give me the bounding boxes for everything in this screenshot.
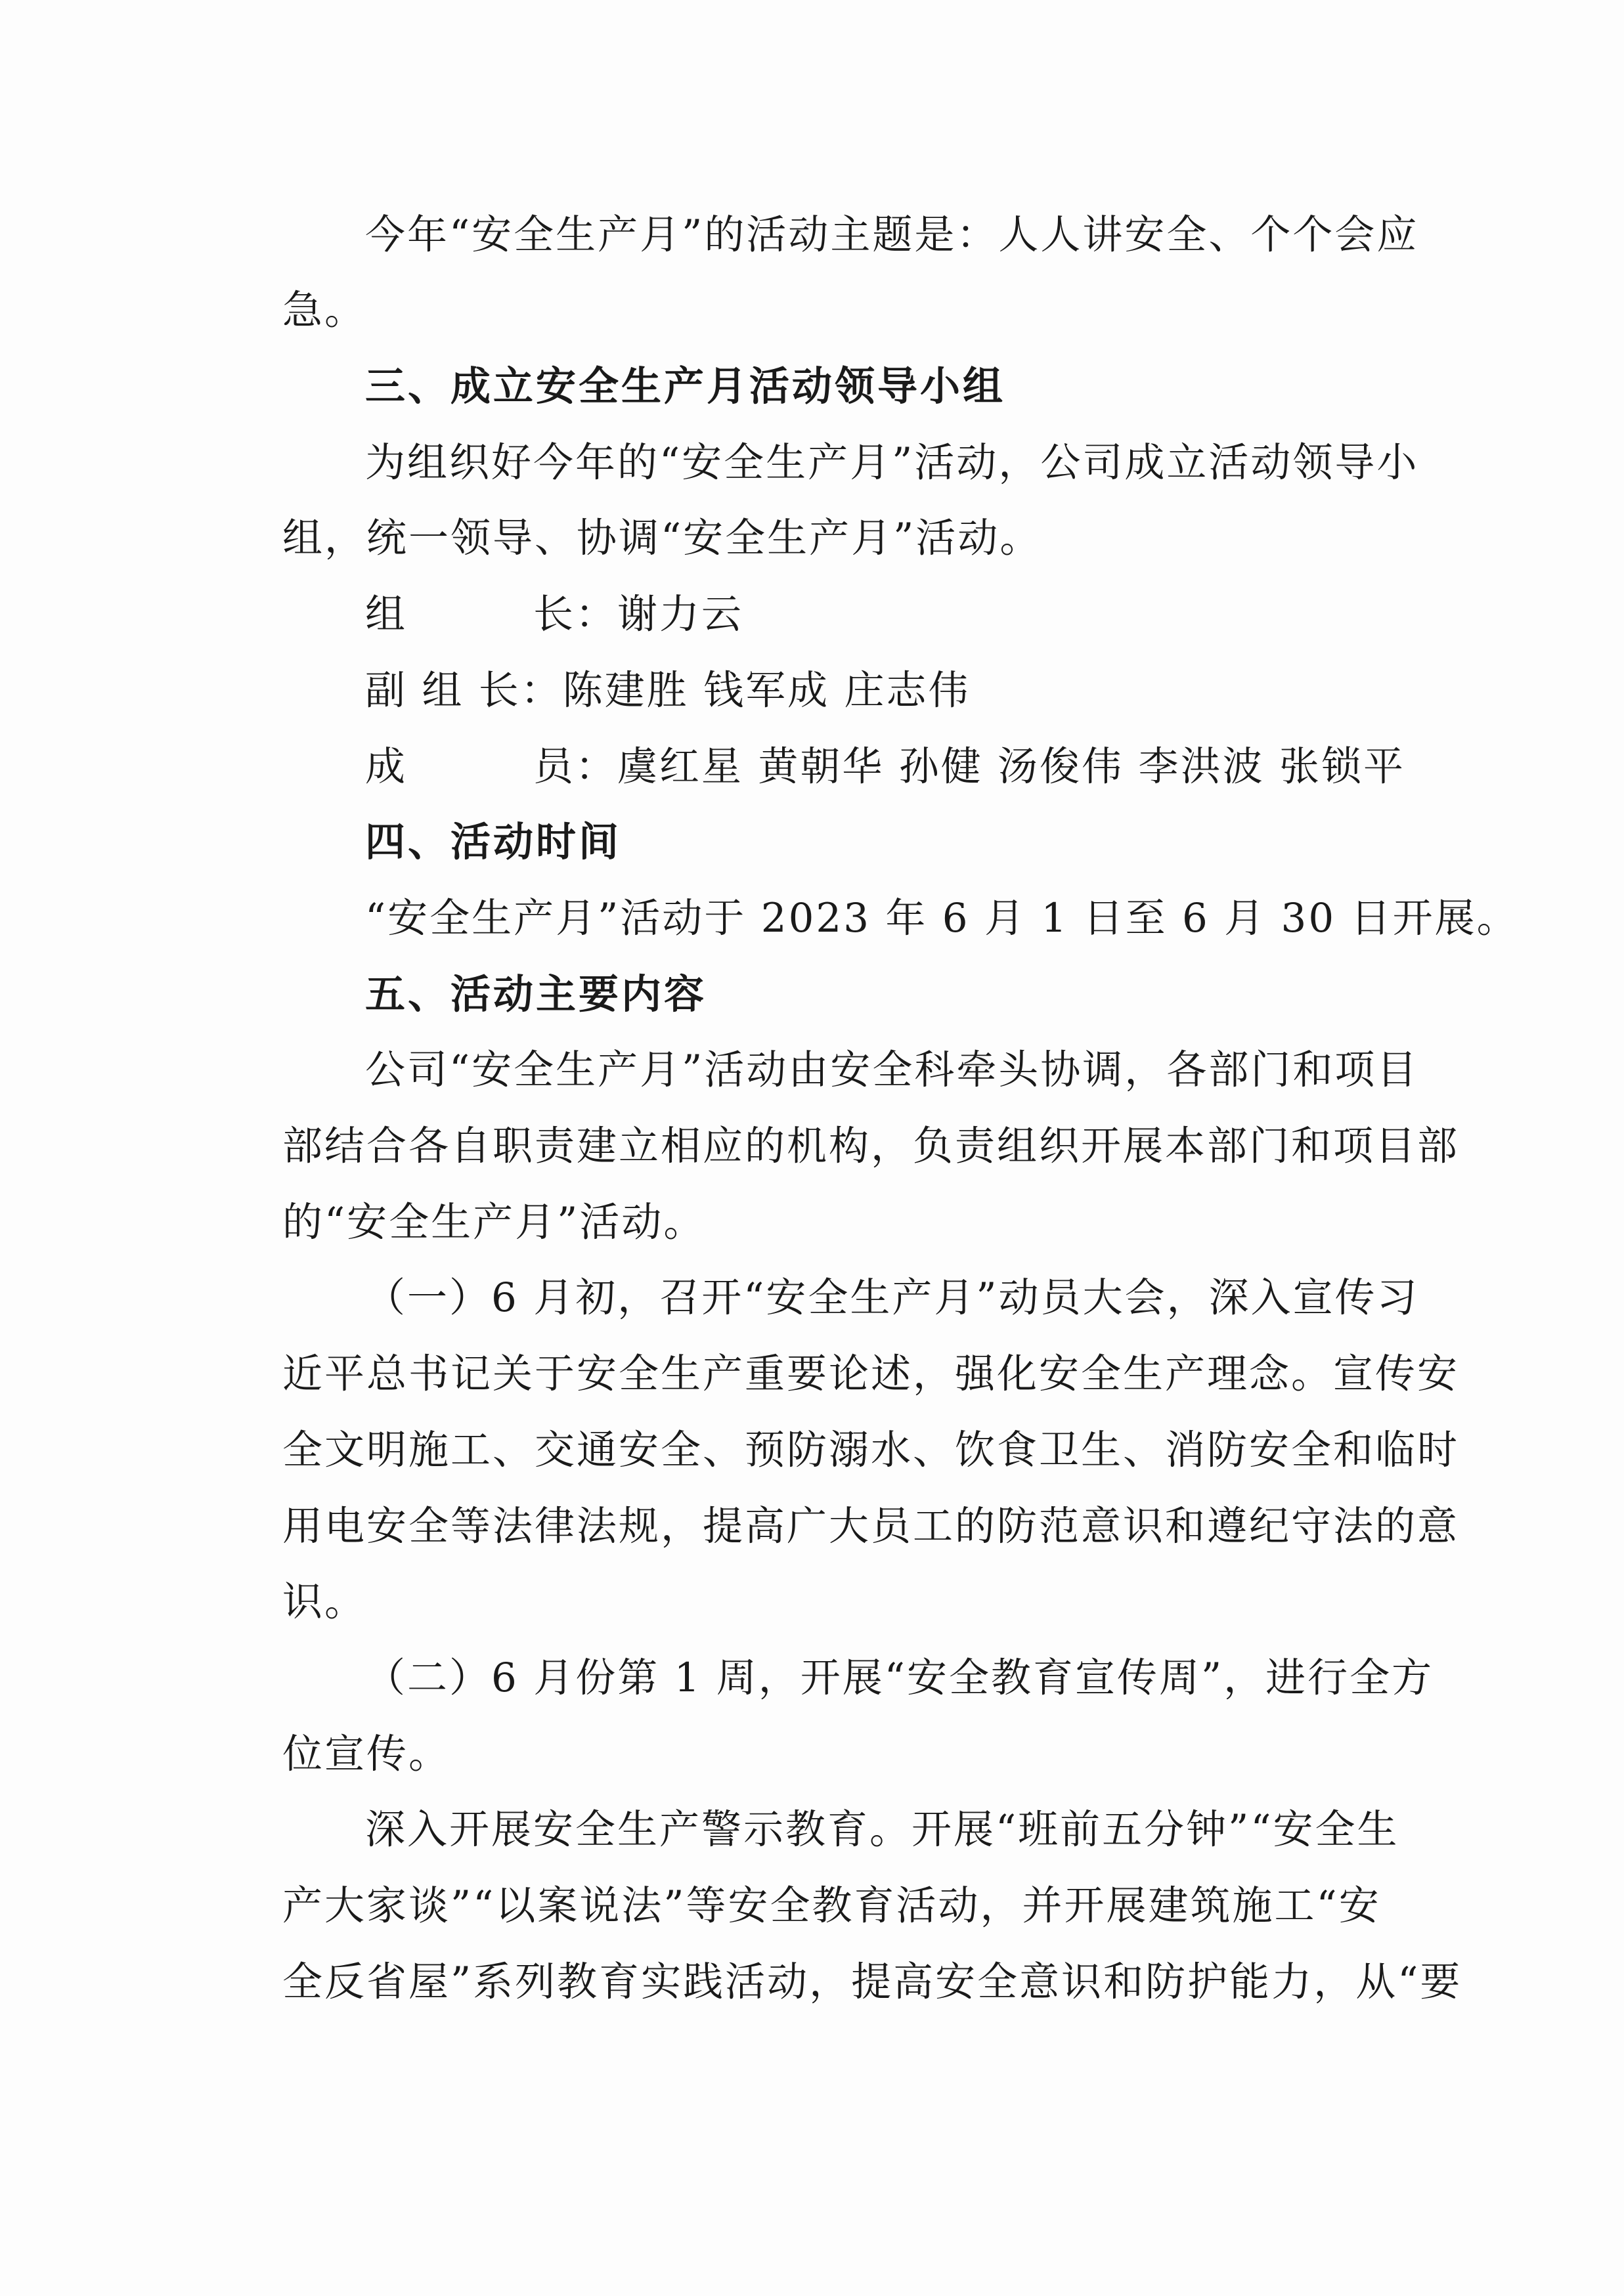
section-heading: 五、活动主要内容 (365, 971, 707, 1018)
paragraph-line: 位宣传。 (282, 1731, 451, 1777)
section-heading: 四、活动时间 (365, 819, 622, 865)
paragraph-line: 深入开展安全生产警示教育。开展“班前五分钟”“安全生 (365, 1806, 1399, 1853)
paragraph-line: 今年“安全生产月”的活动主题是：人人讲安全、个个会应 (365, 211, 1419, 258)
members-line: 成 员：虞红星 黄朝华 孙健 汤俊伟 李洪波 张锁平 (365, 743, 1405, 790)
paragraph-line: 识。 (282, 1578, 367, 1625)
paragraph-line: 急。 (282, 287, 367, 334)
paragraph-line: 公司“安全生产月”活动由安全科牵头协调，各部门和项目 (365, 1047, 1419, 1093)
paragraph-line: 为组织好今年的“安全生产月”活动，公司成立活动领导小 (365, 439, 1419, 486)
paragraph-line: （一）6 月初，召开“安全生产月”动员大会，深入宣传习 (365, 1274, 1419, 1321)
paragraph-line: （二）6 月份第 1 周，开展“安全教育宣传周”，进行全方 (365, 1655, 1434, 1701)
deputy-leader-line: 副 组 长：陈建胜 钱军成 庄志伟 (365, 667, 971, 714)
paragraph-line: 产大家谈”“以案说法”等安全教育活动，并开展建筑施工“安 (282, 1882, 1381, 1929)
paragraph-line: 组，统一领导、协调“安全生产月”活动。 (282, 515, 1042, 561)
paragraph-line: 的“安全生产月”活动。 (282, 1199, 706, 1245)
paragraph-line: 全反省屋”系列教育实践活动，提高安全意识和防护能力，从“要 (282, 1959, 1462, 2005)
paragraph-line: 用电安全等法律法规，提高广大员工的防范意识和遵纪守法的意 (282, 1503, 1460, 1549)
paragraph-line: 全文明施工、交通安全、预防溺水、饮食卫生、消防安全和临时 (282, 1427, 1460, 1473)
section-heading: 三、成立安全生产月活动领导小组 (365, 363, 1006, 410)
paragraph-line: “安全生产月”活动于 2023 年 6 月 1 日至 6 月 30 日开展。 (365, 895, 1519, 942)
leader-line: 组 长：谢力云 (365, 591, 744, 638)
paragraph-line: 近平总书记关于安全生产重要论述，强化安全生产理念。宣传安 (282, 1351, 1460, 1397)
paragraph-line: 部结合各自职责建立相应的机构，负责组织开展本部门和项目部 (282, 1123, 1460, 1169)
